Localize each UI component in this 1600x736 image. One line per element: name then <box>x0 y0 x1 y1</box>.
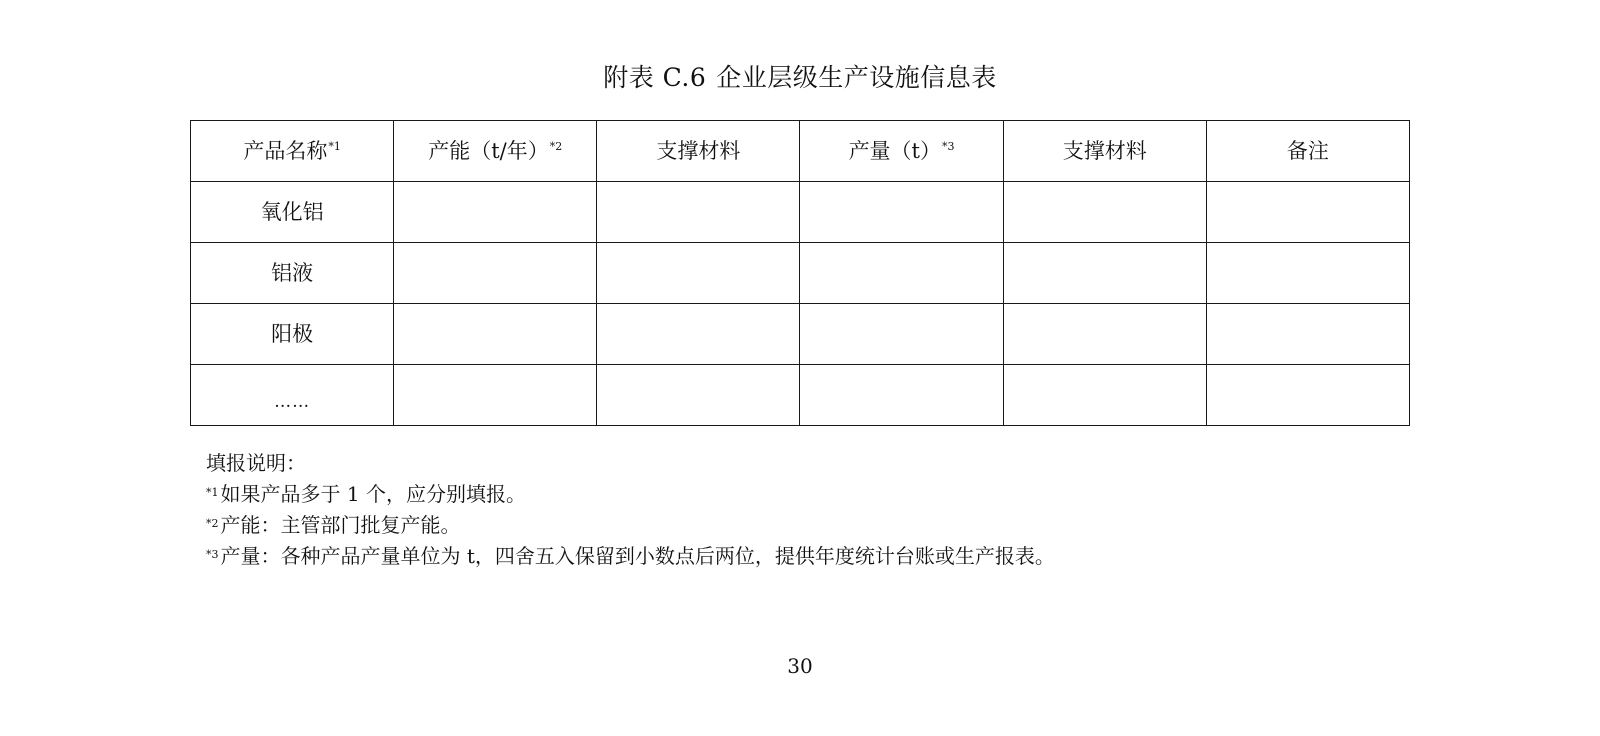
header-capacity: 产能（t/年）$^{*2}$ <box>394 121 597 182</box>
table-row <box>191 182 1410 243</box>
output-support-cell[interactable] <box>1003 304 1206 365</box>
table-row <box>191 304 1410 365</box>
capacity-cell[interactable] <box>394 304 597 365</box>
product-cell: 铝液 <box>191 243 394 304</box>
note-item <box>206 479 1055 510</box>
facility-info-table <box>190 120 1410 426</box>
table-row <box>191 243 1410 304</box>
note-item <box>206 541 1055 572</box>
remarks-cell[interactable] <box>1206 243 1409 304</box>
remarks-cell[interactable] <box>1206 365 1409 426</box>
capacity-support-cell[interactable] <box>597 304 800 365</box>
note-marker: *1 <box>206 486 219 499</box>
table-title: 企业层级生产设施信息表 <box>716 63 997 92</box>
note-marker: *2 <box>206 517 219 530</box>
table-header-row <box>191 121 1410 182</box>
capacity-cell[interactable] <box>394 182 597 243</box>
notes-heading: 填报说明： <box>206 451 306 475</box>
remarks-cell[interactable] <box>1206 304 1409 365</box>
page-number: 30 <box>787 654 813 678</box>
note-text: 产量：各种产品产量单位为 t，四舍五入保留到小数点后两位，提供年度统计台账或生产报表。 <box>220 544 1055 568</box>
output-support-cell[interactable] <box>1003 243 1206 304</box>
header-output: 产量$(t)^{*3}$ <box>800 121 1003 182</box>
capacity-cell[interactable] <box>394 365 597 426</box>
output-cell[interactable] <box>800 182 1003 243</box>
header-product-name: 产品名称$^{*1}$ <box>191 121 394 182</box>
ellipsis-text: …… <box>274 392 311 412</box>
footnote-marker: *3 <box>942 140 955 153</box>
capacity-support-cell[interactable] <box>597 365 800 426</box>
output-cell[interactable] <box>800 304 1003 365</box>
capacity-support-cell[interactable] <box>597 182 800 243</box>
table-row <box>191 365 1410 426</box>
note-text: 如果产品多于 1 个，应分别填报。 <box>220 482 526 506</box>
product-cell: 氧化铝 <box>191 182 394 243</box>
header-remarks: 备注 <box>1206 121 1409 182</box>
output-cell[interactable] <box>800 365 1003 426</box>
header-output-support: 支撑材料 <box>1003 121 1206 182</box>
output-support-cell[interactable] <box>1003 182 1206 243</box>
remarks-cell[interactable] <box>1206 182 1409 243</box>
footnote-marker: *1 <box>328 140 341 153</box>
output-support-cell[interactable] <box>1003 365 1206 426</box>
product-cell <box>191 365 394 426</box>
table-number: 附表 C.6 <box>603 63 707 92</box>
capacity-support-cell[interactable] <box>597 243 800 304</box>
footnote-marker: *2 <box>549 140 563 153</box>
note-text: 产能：主管部门批复产能。 <box>220 513 461 537</box>
document-title <box>0 58 1600 98</box>
capacity-cell[interactable] <box>394 243 597 304</box>
note-marker: *3 <box>206 548 219 561</box>
product-cell: 阳极 <box>191 304 394 365</box>
header-capacity-support: 支撑材料 <box>597 121 800 182</box>
filling-instructions <box>206 448 1055 572</box>
note-item <box>206 510 1055 541</box>
output-cell[interactable] <box>800 243 1003 304</box>
